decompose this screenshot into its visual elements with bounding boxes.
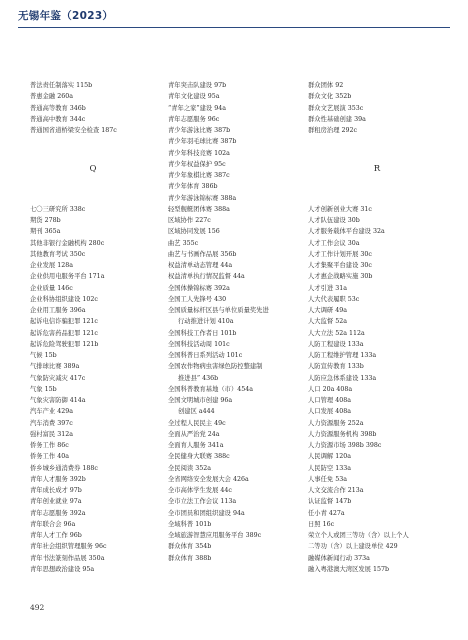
spacer [308, 136, 446, 147]
index-entry: 群众体育 354b [168, 543, 212, 551]
index-entry: 人才创新创业大赛 31c [308, 205, 372, 213]
index-entry: 普通高等教育 346b [30, 104, 86, 112]
index-entry: 七〇三研究所 338c [30, 205, 86, 213]
index-entry: 企业科协组织建设 102c [30, 295, 98, 303]
index-entry: 企业供用电服务平台 171a [30, 273, 105, 281]
index-entry: 人力资源服务机构 398b [308, 430, 377, 438]
index-entry: 人力资源市场 398b 398c [308, 442, 382, 449]
index-entry: 气候 15b [30, 352, 57, 359]
index-entry: 起诉危害药品犯罪 121c [30, 329, 98, 337]
index-entry: 青年文化建设 95a [168, 93, 220, 101]
index-entry: 气象灾害防御 414a [30, 397, 86, 404]
index-entry: 青少年游泳锦标赛 388a [168, 194, 237, 202]
index-entry: 期货 278b [30, 217, 61, 224]
index-entry: 全民阅读 352a [168, 464, 211, 472]
index-entry: 轻型舰艇团体赛 388a [168, 205, 230, 213]
index-entry: 人口发展 408a [308, 408, 351, 416]
index-entry: 全域科普 101b [168, 520, 212, 528]
index-entry: 青年志愿服务 96c [168, 115, 220, 123]
index-entry: 企业质量 146c [30, 284, 73, 292]
index-entry: 青少年游泳比赛 387b [168, 127, 231, 134]
index-entry: 企业用工服务 396a [30, 307, 86, 314]
index-entry: 全市团员和团组织建设 94a [168, 509, 245, 517]
section-letter: Q [89, 164, 97, 175]
index-entry: 青少年体育 386b [168, 183, 218, 191]
index-entry: 人防宣传教育 133b [308, 363, 364, 371]
index-entry: 曲艺与书画作品展 356b [168, 250, 237, 258]
index-entry: 人大代表履职 53c [308, 295, 360, 303]
index-column-2 [168, 80, 300, 564]
index-entry: 人大立法 52a 112a [308, 329, 365, 337]
index-entry: 全域旅游智慧应用服务平台 389c [168, 532, 262, 539]
index-entry: 二等功（含）以上建设单位 429 [308, 543, 398, 551]
index-entry: 群众体育 388b [168, 554, 212, 562]
spacer [30, 148, 156, 159]
index-entry: 全市高体学生发展 44c [168, 487, 232, 494]
index-entry: 融入粤港澳大湾区发展 157b [308, 565, 390, 573]
index-entry: 人才工作会议 30a [308, 239, 360, 247]
index-entry: 期刊 365a [30, 228, 61, 236]
index-entry: 权益清单执行情况监督 44a [168, 273, 245, 281]
index-entry: 人口管理 408a [308, 397, 351, 404]
spacer [30, 181, 156, 192]
index-entry: 人才惠企战略实施 30b [308, 273, 373, 281]
index-entry: 人民调解 120a [308, 453, 351, 461]
index-entry: 全面育人服务 341a [168, 442, 224, 449]
index-entry: 普通高中教育 344c [30, 115, 86, 123]
index-entry: 任小青 427a [308, 509, 345, 517]
index-entry: 荣立个人或团三等功（含）以上个人 [308, 532, 409, 539]
spacer [308, 181, 446, 192]
index-entry: 行动推进计划 410a [178, 318, 234, 326]
index-entry: 融媒体新闻行动 373a [308, 554, 370, 562]
index-entry: 强村富民 312a [30, 430, 73, 438]
index-entry: 普惠金融 260a [30, 93, 73, 101]
index-entry: 推进县” 436b [178, 374, 219, 382]
index-entry: 全国农作物病虫害绿色防控整建制 [168, 363, 263, 371]
spacer [308, 148, 446, 159]
index-entry: 创建区 a444 [178, 408, 215, 416]
index-entry: 汽车产业 429a [30, 408, 73, 416]
index-entry: 青年联合会 96a [30, 520, 76, 528]
index-entry: 人防应急体系建设 133a [308, 374, 377, 382]
index-entry: 人才引进 31a [308, 284, 347, 292]
index-entry: 其他教育考试 350c [30, 250, 86, 258]
index-entry: 侨务工作 86c [30, 442, 69, 449]
index-entry: 全市立法工作会议 113a [168, 498, 237, 506]
index-entry: 侨乡城乡通消费券 188c [30, 464, 98, 472]
index-entry: 区域协作 227c [168, 217, 211, 224]
spacer [308, 193, 446, 204]
index-entry: 群租房治理 292c [308, 127, 358, 134]
index-entry: 人口 20a 408a [308, 385, 353, 393]
index-entry: 全省网络安全发展大会 426a [168, 475, 249, 483]
index-entry: 人防工程建设 133a [308, 340, 364, 348]
index-entry: “青年之家”建设 94a [168, 104, 226, 112]
index-entry: 人才队伍建设 30b [308, 217, 360, 224]
index-entry: 青少年羽毛球比赛 387b [168, 138, 237, 146]
index-entry: 全国工人先锋号 430 [168, 295, 227, 303]
index-entry: 人防工程维护管理 133a [308, 352, 377, 359]
index-entry: 全过程人民民主 49c [168, 419, 226, 427]
index-entry: 企业发展 128a [30, 262, 73, 269]
index-entry: 人民防空 133a [308, 464, 351, 472]
page-number: 492 [30, 603, 45, 612]
index-entry: 群众团体 92 [308, 82, 344, 89]
section-letter: R [373, 164, 381, 175]
index-entry: 权益清单动态管理 44a [168, 262, 233, 269]
index-entry: 全面从严治党 24a [168, 430, 220, 438]
index-entry: 青少年科技竞赛 102a [168, 149, 230, 157]
index-entry: 人才集聚平台建设 30c [308, 262, 372, 269]
index-entry: 青年志愿服务 392a [30, 509, 86, 517]
index-entry: 青年思想政治建设 95a [30, 565, 95, 573]
index-entry: 全国质量标杆区县与单位质量奖先进 [168, 307, 269, 314]
index-entry: 人文交流合作 213a [308, 487, 364, 494]
index-column-3 [308, 80, 446, 575]
index-entry: 气排球比赛 389a [30, 363, 80, 371]
index-entry: 全民健身大联赛 388c [168, 453, 230, 461]
index-entry: 青年人才工作 96b [30, 532, 82, 539]
index-entry: 群众性基础创建 39a [308, 115, 366, 123]
header-divider [18, 27, 450, 28]
index-entry: 人才服务载体平台建设 32a [308, 228, 385, 236]
index-entry: 群众文化 352b [308, 93, 352, 101]
index-entry: 青少年权益保护 95c [168, 160, 226, 168]
spacer [30, 136, 156, 147]
index-entry: 其他非银行金融机构 280c [30, 239, 105, 247]
index-entry: 青年创业就业 97a [30, 498, 82, 506]
index-entry: 全国科技活动周 101c [168, 340, 230, 348]
index-entry: 日照 16c [308, 520, 335, 528]
index-entry: 气象防灾减灾 417c [30, 374, 86, 382]
index-entry: 全国科普教育基地（市）454a [168, 385, 254, 393]
index-entry: 全国文明城市创建 96a [168, 397, 233, 404]
index-entry: 认证监督 147b [308, 498, 352, 506]
index-entry: 人事任免 53a [308, 475, 347, 483]
index-entry: 青年社会组织管理服务 96c [30, 543, 107, 551]
index-entry: 群众文艺展演 353c [308, 104, 364, 112]
index-entry: 起诉危险驾驶犯罪 121b [30, 340, 99, 348]
index-entry: 青少年象棋比赛 387c [168, 172, 230, 179]
running-header-title: 无锡年鉴（2023） [18, 10, 114, 22]
index-column-1 [30, 80, 156, 575]
index-entry: 起诉电信诈骗犯罪 121c [30, 318, 98, 326]
index-entry: 全国科技工作者日 101b [168, 329, 237, 337]
spacer [30, 193, 156, 204]
index-entry: 曲艺 355c [168, 239, 199, 247]
index-entry: 区域协同发展 156 [168, 228, 220, 236]
index-entry: 青年书法篆刻作品展 350a [30, 554, 105, 562]
index-entry: 青年成长成才 97b [30, 487, 82, 494]
index-entry: 人才工作计划开展 30c [308, 250, 372, 258]
index-entry: 全国体操锦标赛 392a [168, 284, 230, 292]
index-entry: 汽车消费 397c [30, 419, 73, 427]
index-entry: 青年人才服务 392b [30, 475, 86, 483]
index-entry: 人大监督 52a [308, 318, 347, 326]
index-entry: 气象 15b [30, 385, 57, 393]
index-entry: 人力资源服务 252a [308, 419, 364, 427]
index-entry: 普通国省道桥梁安全检查 187c [30, 127, 117, 134]
index-entry: 全国科普日系列活动 101c [168, 352, 243, 359]
index-entry: 青年突击队建设 97b [168, 82, 227, 89]
index-entry: 普法责任制落实 115b [30, 82, 93, 89]
index-entry: 人大调研 49a [308, 307, 347, 314]
index-entry: 侨务工作 40a [30, 453, 69, 461]
